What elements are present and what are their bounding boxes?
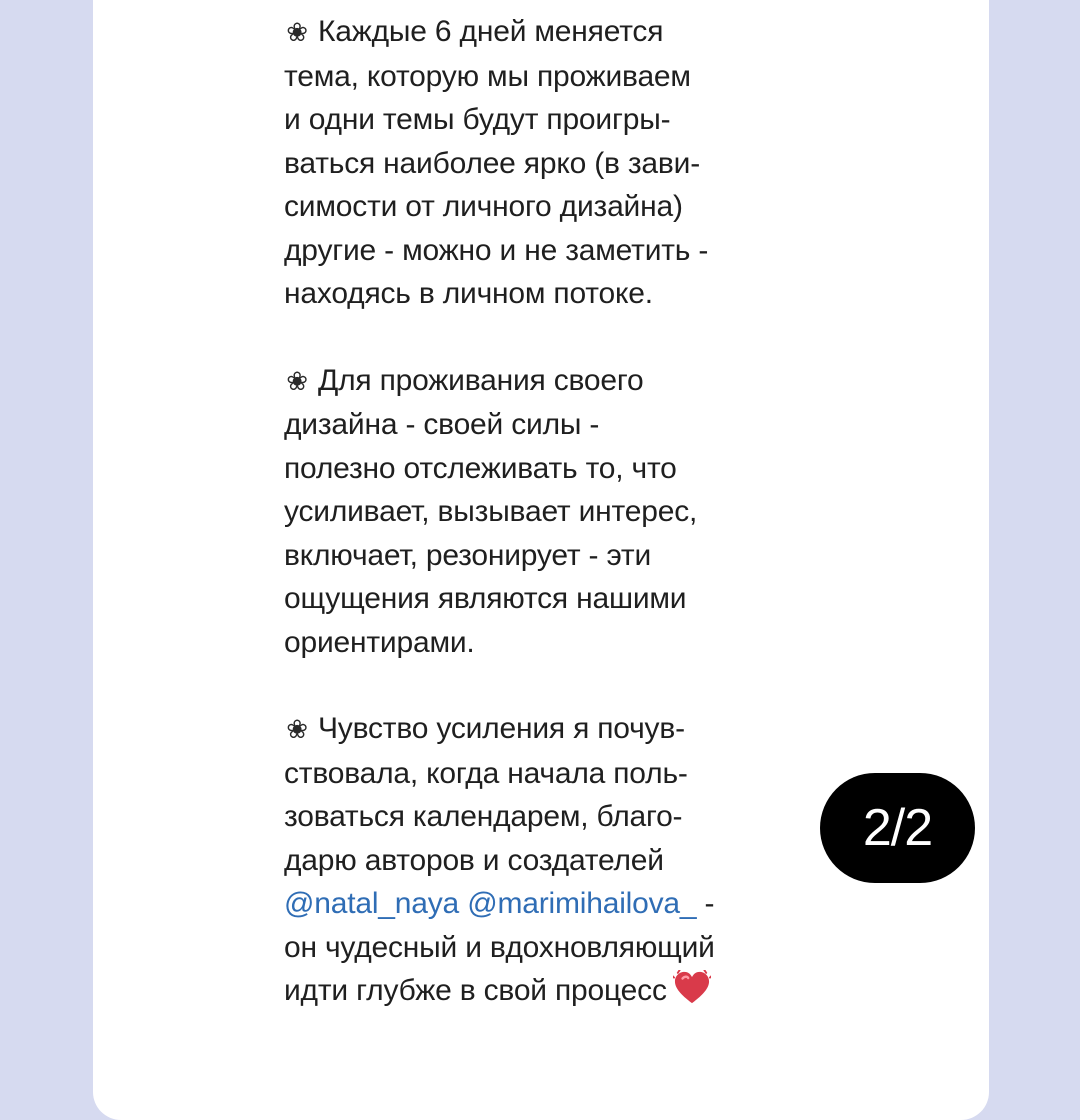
text-line: другие - можно и не заметить - [284,233,709,267]
line-text: Для проживания своего [318,363,644,397]
text-line: полезно отслеживать то, что [284,451,677,485]
mentions-line [284,882,824,926]
paragraph-2 [284,359,824,665]
line-text: Чувство усиления я почув- [318,712,685,745]
flower-icon: ❀ [286,17,308,47]
page-counter-badge: 2/2 [820,773,975,883]
text-line: дарю авторов и создателей [284,843,664,877]
paragraph-3 [284,707,824,1013]
line-text: идти глубже в свой процесс [284,974,667,1007]
text-line: симости от личного дизайна) [284,190,683,223]
paragraph-1 [284,10,824,316]
flower-icon: ❀ [286,365,308,396]
sparkling-heart-icon [673,970,711,1006]
text-line [284,359,824,404]
message-text [284,10,824,1056]
text-line [284,10,824,55]
text-line: ваться наиболее ярко (в зави- [284,146,701,180]
mention-link-marimihailova[interactable]: @marimihailova_ [467,887,697,920]
text-line: ощущения являются нашими [284,582,687,615]
text-line: находясь в личном потоке. [284,277,653,310]
flower-icon: ❀ [286,714,308,744]
line-text: Каждые 6 дней меняется [318,15,664,48]
text-line: зоваться календарем, благо- [284,800,683,833]
text-line: тема, которую мы проживаем [284,59,691,93]
text-line [284,969,824,1013]
text-line: ориентирами. [284,625,475,659]
text-line: дизайна - своей силы - [284,408,600,441]
text-line: ствовала, когда начала поль- [284,756,688,790]
text-line: включает, резонирует - эти [284,538,652,572]
text-line: и одни темы будут проигры- [284,103,671,136]
text-line: он чудесный и вдохновляющий [284,930,715,964]
text-line: усиливает, вызывает интерес, [284,495,698,528]
text-line [284,707,824,752]
mention-suffix: - [696,887,715,920]
mention-link-natal-naya[interactable]: @natal_naya [284,887,460,920]
